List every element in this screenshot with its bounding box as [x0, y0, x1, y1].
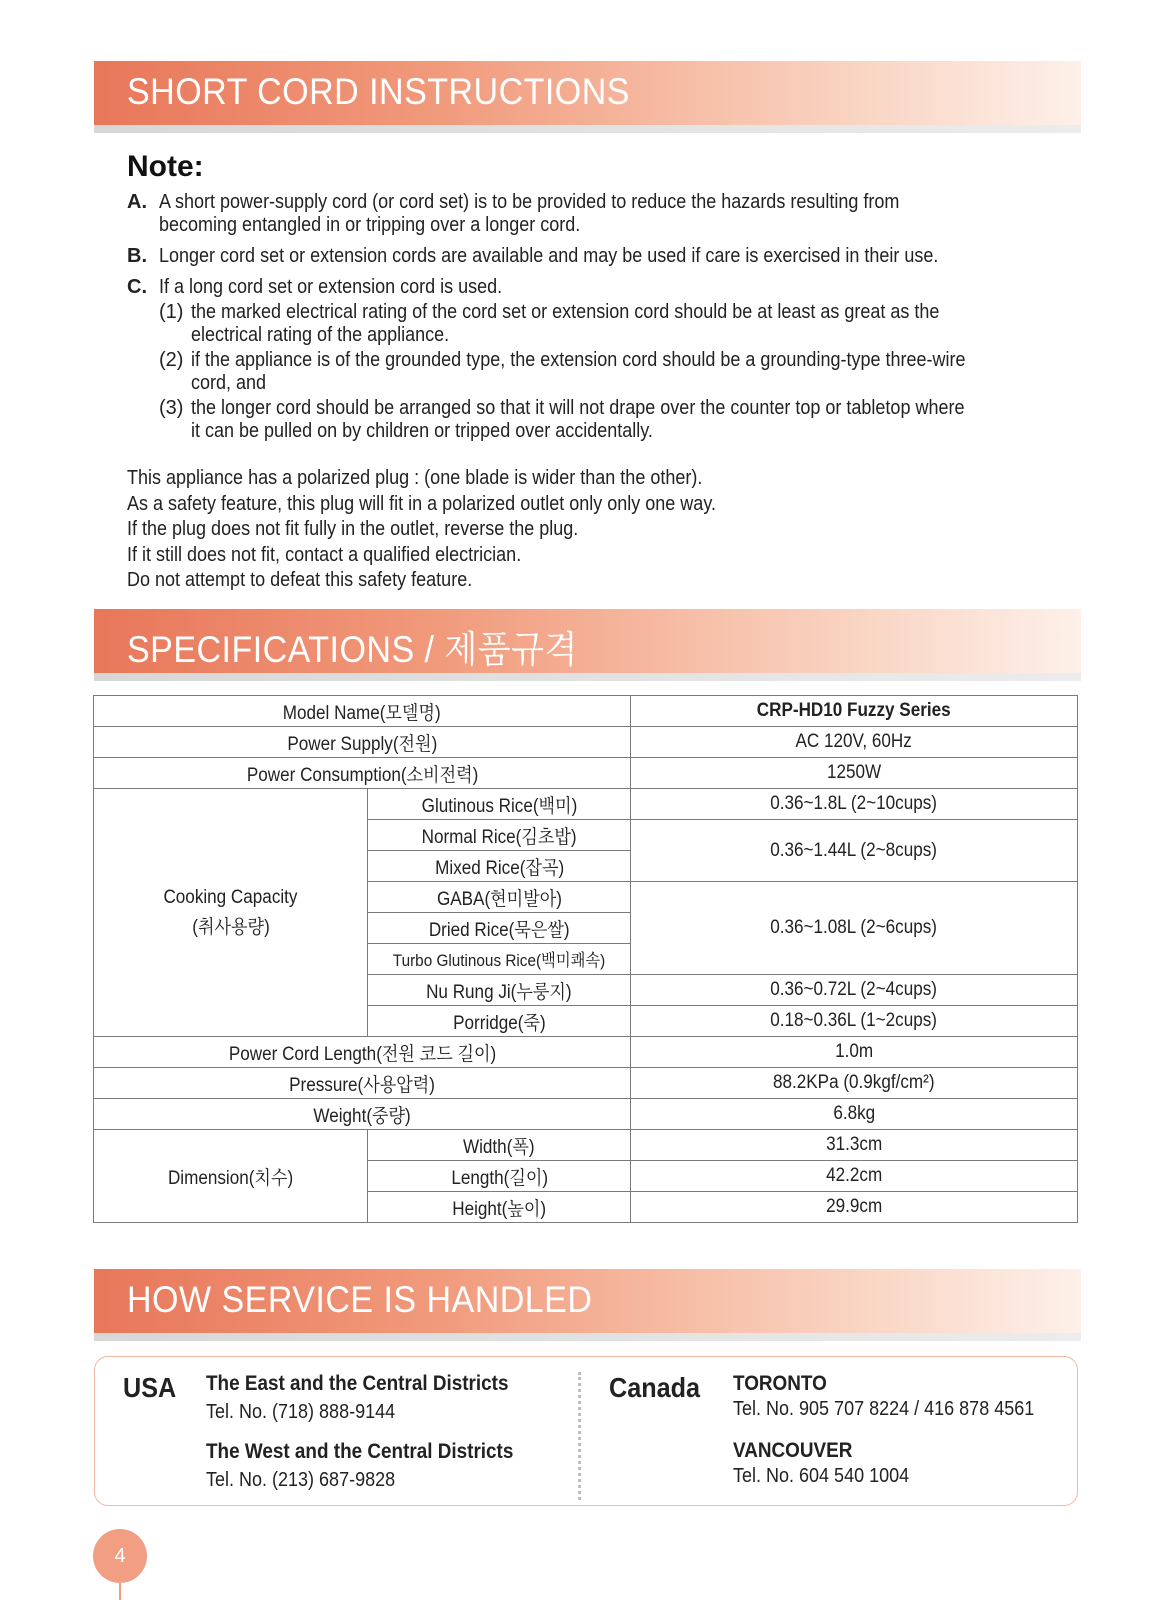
spec-value: 0.36~1.08L (2~6cups) [631, 882, 1078, 975]
spec-label: Power Cord Length(전원 코드 길이) [94, 1037, 631, 1068]
note-title: Note: [127, 150, 204, 183]
note-item-b: B. Longer cord set or extension cords are available and may be used if care is exercised in their use. [127, 245, 939, 267]
spec-value: 88.2KPa (0.9kgf/cm²) [631, 1068, 1078, 1099]
polarized-plug-text: This appliance has a polarized plug : (one blade is wider than the other). As a safety feature, this plug will fit in a polarized outlet only only one way. If the plug does not fit fully in the outlet, reverse the plug. If it still does not fit, contact a qualified electrician. Do not attempt to defeat this safety feature. [127, 467, 716, 591]
spec-value: 0.36~0.72L (2~4cups) [631, 975, 1078, 1006]
vancouver-tel: Tel. No. 604 540 1004 [733, 1465, 910, 1487]
note-sub-item-3: (3) the longer cord should be arranged so that it will not drape over the counter top or tabletop where it can be pulled on by children or tripped over accidentally. [159, 397, 965, 442]
spec-value: 0.36~1.44L (2~8cups) [631, 820, 1078, 882]
toronto-tel: Tel. No. 905 707 8224 / 416 878 4561 [733, 1398, 1035, 1420]
usa-east-tel: Tel. No. (718) 888-9144 [206, 1401, 396, 1423]
spec-sub-label: Turbo Glutinous Rice(백미쾌속) [368, 944, 631, 975]
note-letter: B. [127, 245, 147, 267]
spec-sub-label: Normal Rice(김초밥) [368, 820, 631, 851]
note-list [127, 191, 1087, 443]
spec-label: Pressure(사용압력) [94, 1068, 631, 1099]
note-sub-item-1: (1) the marked electrical rating of the cord set or extension cord should be at least as great as the electrical rating of the appliance. [159, 301, 940, 346]
spec-value: 42.2cm [631, 1161, 1078, 1192]
service-banner [94, 1269, 1081, 1333]
note-sub-item-2: (2) if the appliance is of the grounded type, the extension cord should be a grounding-type three-wire cord, and [159, 349, 966, 394]
specifications-banner [94, 609, 1081, 673]
spec-sub-label: Length(길이) [368, 1161, 631, 1192]
spec-sub-label: GABA(현미발아) [368, 882, 631, 913]
spec-sub-label: Porridge(죽) [368, 1006, 631, 1037]
spec-value: 0.18~0.36L (1~2cups) [631, 1006, 1078, 1037]
spec-value: 6.8kg [631, 1099, 1078, 1130]
table-row [94, 727, 1078, 758]
vancouver-title: VANCOUVER [733, 1439, 853, 1462]
spec-sub-label: Glutinous Rice(백미) [368, 789, 631, 820]
note-item-a: A. A short power-supply cord (or cord set) is to be provided to reduce the hazards resulting from becoming entangled in or tripping over a longer cord. [127, 191, 900, 236]
spec-value: 31.3cm [631, 1130, 1078, 1161]
table-row [94, 758, 1078, 789]
short-cord-banner [94, 61, 1081, 125]
usa-label: USA [123, 1372, 177, 1403]
spec-value: 1.0m [631, 1037, 1078, 1068]
spec-sub-label: Nu Rung Ji(누룽지) [368, 975, 631, 1006]
spec-label: Power Consumption(소비전력) [94, 758, 631, 789]
table-row [94, 1130, 1078, 1161]
cooking-capacity-label: Cooking Capacity (취사용량) [94, 789, 368, 1037]
spec-sub-label: Mixed Rice(잡곡) [368, 851, 631, 882]
service-divider [578, 1372, 581, 1500]
spec-sub-label: Width(폭) [368, 1130, 631, 1161]
table-row [94, 1068, 1078, 1099]
table-row [94, 789, 1078, 820]
spec-label: Power Supply(전원) [94, 727, 631, 758]
spec-value: CRP-HD10 Fuzzy Series [631, 696, 1078, 727]
page-number: 4 [93, 1529, 147, 1583]
specifications-table [93, 695, 1078, 1223]
spec-value: 29.9cm [631, 1192, 1078, 1223]
table-row [94, 696, 1078, 727]
table-row [94, 1037, 1078, 1068]
usa-west-tel: Tel. No. (213) 687-9828 [206, 1469, 396, 1491]
note-letter: A. [127, 191, 147, 213]
dimension-label: Dimension(치수) [94, 1130, 368, 1223]
short-cord-heading: SHORT CORD INSTRUCTIONS [127, 71, 630, 112]
table-row [94, 1099, 1078, 1130]
spec-label: Model Name(모델명) [94, 696, 631, 727]
usa-west-title: The West and the Central Districts [206, 1440, 514, 1463]
spec-value: 1250W [631, 758, 1078, 789]
spec-sub-label: Height(높이) [368, 1192, 631, 1223]
spec-value: 0.36~1.8L (2~10cups) [631, 789, 1078, 820]
page-number-line [119, 1583, 121, 1600]
spec-sub-label: Dried Rice(묵은쌀) [368, 913, 631, 944]
service-heading: HOW SERVICE IS HANDLED [127, 1279, 593, 1320]
usa-east-title: The East and the Central Districts [206, 1372, 509, 1395]
canada-label: Canada [609, 1372, 701, 1403]
specifications-heading: SPECIFICATIONS / 제품규격 [127, 629, 578, 670]
spec-value: AC 120V, 60Hz [631, 727, 1078, 758]
toronto-title: TORONTO [733, 1372, 827, 1395]
note-item-c: C. If a long cord set or extension cord is used. (1) the marked electrical rating of the cord set or extension cord should be at least as great as the electrical rating of the appliance. (2) if the appliance is of the grounded type, the extension cord should be a grounding-type three-wire cord, and (3) the longer cord should be arranged so that it will not drape over the counter top or tabletop where it can be pulled on by children or tripped over accidentally. [127, 276, 1087, 443]
note-letter: C. [127, 276, 147, 298]
spec-label: Weight(중량) [94, 1099, 631, 1130]
